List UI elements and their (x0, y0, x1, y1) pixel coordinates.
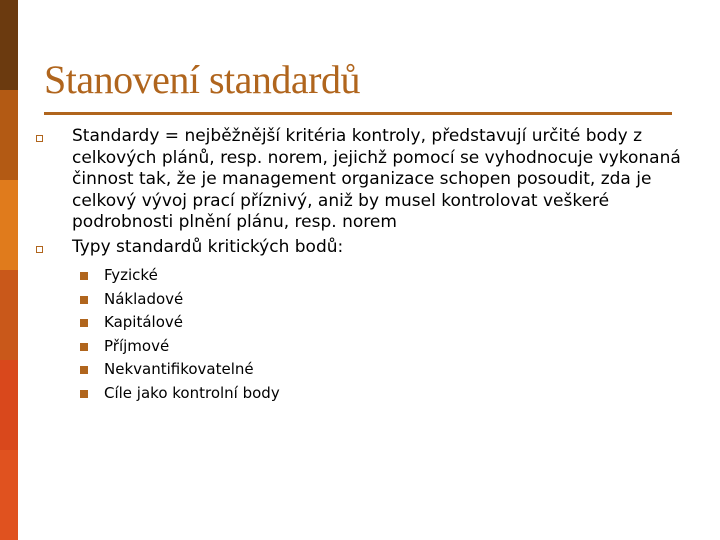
sub-bullet-item (36, 335, 696, 359)
sub-bullet-text: Nekvantifikovatelné (104, 360, 254, 379)
bar-segment (0, 270, 18, 360)
sub-bullet-item (36, 311, 696, 335)
bar-segment (0, 0, 18, 90)
bar-segment (0, 360, 18, 450)
bullet-text: Standardy = nejběžnější kritéria kontroly, představují určité body z celkových plánů, resp. norem, jejichž pomocí se vyhodnocuje vykonaná činnost tak, že je management organizace schopen posoudit, zda je celkový vývoj prací příznivý, aniž by musel kontrolovat veškeré podrobnosti plnění plánu, resp. norem (72, 126, 681, 232)
bullet-text: Typy standardů kritických bodů: (72, 236, 344, 257)
filled-square-icon (80, 343, 88, 351)
slide-body (36, 126, 696, 406)
sub-bullet-item (36, 358, 696, 382)
title-underline (44, 112, 672, 115)
bar-segment (0, 90, 18, 180)
sub-bullet-text: Cíle jako kontrolní body (104, 383, 280, 402)
filled-square-icon (80, 296, 88, 304)
left-decorative-bar (0, 0, 18, 540)
sub-bullet-text: Nákladové (104, 289, 184, 308)
sub-bullet-item (36, 264, 696, 288)
sub-bullet-item (36, 288, 696, 312)
bullet-item (36, 237, 696, 259)
bullet-item (36, 126, 696, 234)
sub-bullet-list (36, 264, 696, 406)
filled-square-icon (80, 272, 88, 280)
hollow-square-icon (36, 135, 43, 142)
filled-square-icon (80, 366, 88, 374)
filled-square-icon (80, 390, 88, 398)
bar-segment (0, 180, 18, 270)
slide-title: Stanovení standardů (44, 57, 360, 102)
sub-bullet-item (36, 382, 696, 406)
bar-segment (0, 450, 18, 540)
sub-bullet-text: Kapitálové (104, 313, 183, 332)
hollow-square-icon (36, 246, 43, 253)
sub-bullet-text: Příjmové (104, 336, 170, 355)
sub-bullet-text: Fyzické (104, 266, 158, 284)
filled-square-icon (80, 319, 88, 327)
